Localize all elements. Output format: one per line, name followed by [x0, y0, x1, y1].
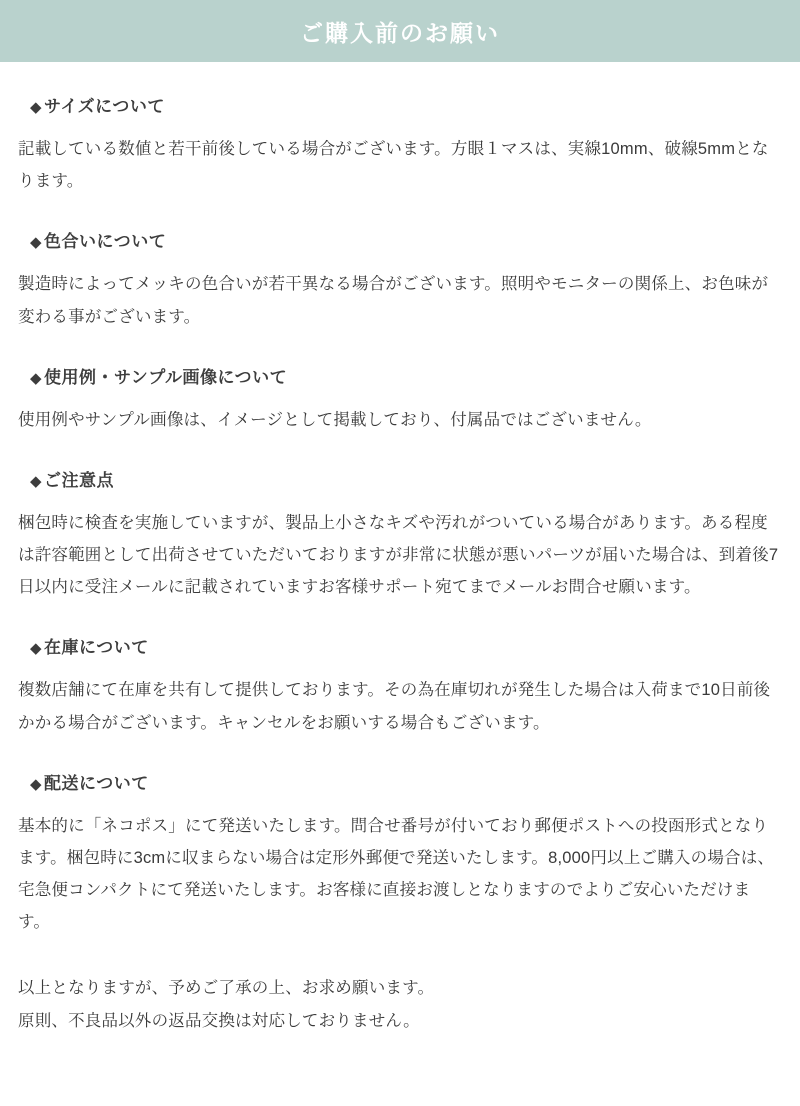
section-caution [18, 466, 782, 604]
closing-note [18, 972, 782, 1036]
section-sample-image-heading-text: 使用例・サンプル画像について [44, 367, 288, 387]
diamond-bullet-icon: ◆ [30, 234, 43, 252]
diamond-bullet-icon: ◆ [30, 369, 43, 387]
section-caution-heading-text: ご注意点 [44, 470, 115, 490]
section-stock-heading-text: 在庫について [44, 638, 149, 658]
section-color-heading-text: 色合いについて [44, 232, 167, 252]
section-caution-heading [30, 466, 782, 491]
section-caution-body: 梱包時に検査を実施していますが、製品上小さなキズや汚れがついている場合があります。ある程度は許容範囲として出荷させていただいておりますが非常に状態が悪いパーツが届いた場合は、到着後7日以内に受注メールに記載されていますお客様サポート宛てまでメールお問合せ願います。 [18, 513, 779, 597]
diamond-bullet-icon: ◆ [30, 640, 43, 658]
section-shipping-heading-text: 配送について [44, 773, 149, 793]
section-color [18, 227, 782, 332]
closing-line-2: 原則、不良品以外の返品交換は対応しておりません。 [18, 1011, 420, 1030]
section-stock-heading [30, 633, 782, 658]
section-shipping-heading [30, 769, 782, 794]
section-shipping-body: 基本的に「ネコポス」にて発送いたします。問合せ番号が付いており郵便ポストへの投函形式となります。梱包時に3cmに収まらない場合は定形外郵便で発送いたします。8,000円以上ご購入の場合は、宅急便コンパクトにて発送いたします。お客様に直接お渡しとなりますのでよりご安心いただけます。 [18, 816, 775, 932]
closing-line-1: 以上となりますが、予めご了承の上、お求め願います。 [18, 979, 435, 998]
page-title: ご購入前のお願い [300, 19, 500, 46]
section-color-body: 製造時によってメッキの色合いが若干異なる場合がございます。照明やモニターの関係上、お色味が変わる事がございます。 [18, 275, 769, 326]
section-stock [18, 633, 782, 738]
section-size-heading-text: サイズについて [44, 97, 165, 116]
section-size-body: 記載している数値と若干前後している場合がございます。方眼１マスは、実線10mm、破線5mmとなります。 [18, 140, 769, 191]
diamond-bullet-icon: ◆ [30, 99, 43, 116]
section-sample-image [18, 363, 782, 436]
diamond-bullet-icon: ◆ [30, 775, 43, 793]
section-size [18, 92, 782, 197]
page-header-band [0, 0, 800, 62]
notice-content [0, 92, 800, 1047]
section-shipping [18, 769, 782, 939]
section-sample-image-heading [30, 363, 782, 388]
section-stock-body: 複数店舗にて在庫を共有して提供しております。その為在庫切れが発生した場合は入荷まで10日前後かかる場合がございます。キャンセルをお願いする場合もございます。 [18, 681, 771, 732]
section-color-heading [30, 227, 782, 252]
section-size-heading [30, 92, 782, 117]
section-sample-image-body: 使用例やサンプル画像は、イメージとして掲載しており、付属品ではございません。 [18, 410, 652, 429]
diamond-bullet-icon: ◆ [30, 472, 43, 490]
